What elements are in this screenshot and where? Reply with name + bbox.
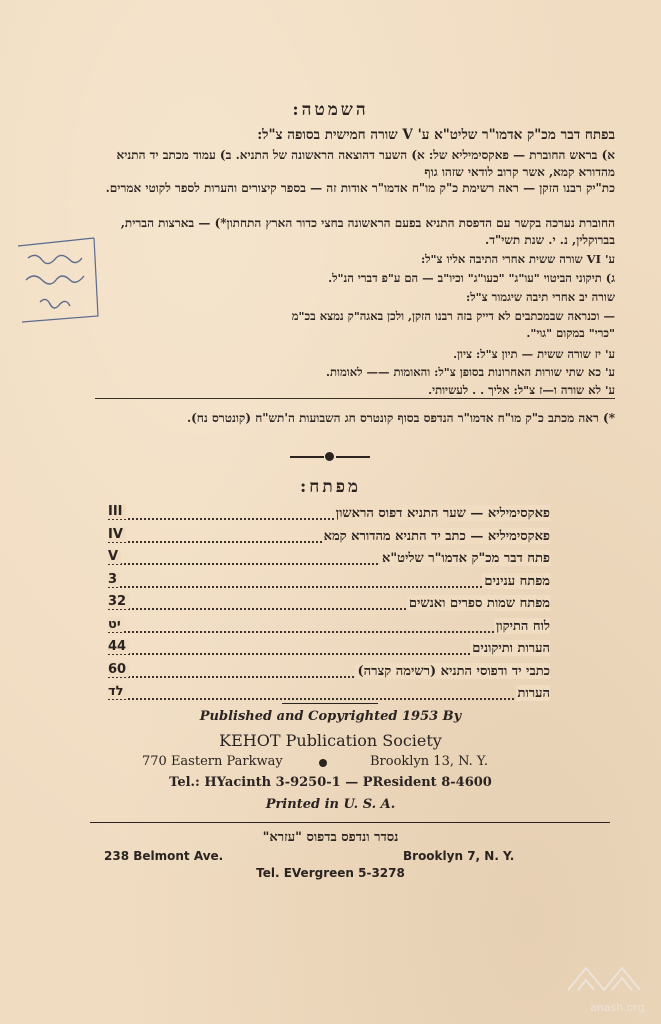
errata-note-l: ע' לא שורה ו—ז צ"ל: אליך . . לעשיותי. [428,383,615,397]
toc-page-number: 60 [108,662,129,677]
ornament-divider [290,452,370,462]
printer-street: 238 Belmont Ave. [104,849,224,863]
errata-intro: בפתח דבר מכ"ק אדמו"ר שליט"א ע' V שורה חמישית בסופה צ"ל: [257,127,615,143]
toc-page-number: 3 [108,572,120,587]
colophon-divider [282,703,378,704]
toc-entry-label: פתח דבר מכ"ק אדמו"ר שליט"א [382,551,550,566]
toc-row [108,503,550,526]
errata-item-b: כת"יק רבנו הזקן — ראה רשימת כ"ק מו"ח אדמו"ר אודות זה — בספר קיצורים והערות לספר לקוטי אמרים. [105,181,615,195]
toc-page-number: 32 [108,594,129,609]
toc-page-number: לד [108,684,127,699]
publisher-phone: Tel.: HYacinth 3-9250-1 — PResident 8-4600 [169,775,492,790]
toc-row [108,571,550,594]
toc-leader-dots [108,619,550,633]
printer-hebrew: נסדר ונדפס בדפוס "עזרא" [262,830,399,845]
toc-page-number: III [108,504,126,519]
publisher-city: Brooklyn 13, N. Y. [370,754,488,769]
toc-page-number: יט [108,617,124,632]
toc-row [108,616,550,639]
printed-in: Printed in U. S. A. [265,797,396,812]
footnote: *) ראה מכתב כ"ק מו"ח אדמו"ר הנדפס בסוף קונטרס חג השבועות ה'תש"ח (קונטרס נח). [186,411,615,425]
bullet-dot-icon [319,759,327,767]
toc-row [108,661,550,684]
toc-entry-label: לוח התיקון [495,618,550,634]
toc-title: מפתח: [299,477,362,497]
published-line: Published and Copyrighted 1953 By [199,709,462,724]
errata-note-kr2: "כרי" במקום "גוי". [526,326,615,340]
toc-row [108,593,550,616]
errata-note-g: ג) תיקוני הביטוי "עו"ג" "כעו"ג" וכיו"ב — הם ע"פ דברי הנ"ל. [328,271,615,285]
errata-item-a: א) בראש החוברת — פאקסימיליא של: א) השער דהוצאה הראשונה של התניא. ב) עמוד מכתב יד התניא מהדורא קמא, אשר קרוב לודאי שזהו גוף [116,148,615,179]
printer-divider [90,822,610,823]
table-of-contents [108,503,550,706]
toc-entry-label: מפתח שמות ספרים ואנשים [408,596,550,611]
toc-page-number: 44 [108,639,129,654]
toc-leader-dots [108,686,550,700]
toc-row [108,638,550,661]
toc-entry-label: הערות ותיקונים [472,641,550,656]
toc-entry-label: פאקסימיליא — שער התניא דפוס הראשון [335,506,550,521]
printer-city: Brooklyn 7, N. Y. [403,849,515,863]
toc-entry-label: הערות [517,686,550,701]
errata-title: השמטה: [292,100,369,120]
errata-note-kr: — וכנראה שבמכתבים לא דייק בזה רבנו הזקן, ולכן באגה"ק נמצא בכ"מ [291,309,615,323]
toc-page-number: IV [108,527,126,542]
toc-entry-label: פאקסימיליא — כתב יד התניא מהדורא קמא [323,528,550,544]
toc-row [108,526,550,549]
toc-row [108,548,550,571]
publisher-street: 770 Eastern Parkway [142,754,283,769]
errata-note-vi: ע' VI שורה ששית אחרי התיבה אליו צ"ל: [420,252,615,266]
toc-entry-label: כתבי יד ודפוסי התניא (רשימה קצרה) [357,663,550,679]
watermark-text: anash.org [590,1001,645,1014]
errata-note-yz: ע' יז שורה ששית — תיון צ"ל: ציון. [453,347,615,361]
errata-note-ka: ע' כא שתי שורות האחרונות בסופן צ"ל: והאומות —— לאומות. [325,365,615,379]
errata-quote: החוברת נערכה בקשר עם הדפסת התניא בפעם הראשונה בחצי כדור הארץ התחתון*) — בארצות הברית, בברוקלין, נ. י. שנת תשי"ד. [120,216,615,247]
printer-phone: Tel. EVergreen 5-3278 [256,866,405,880]
footnote-divider [95,398,615,399]
toc-page-number: V [108,549,121,564]
errata-note-yb: שורה יב אחרי תיבה שיגמור צ"ל: [466,290,615,304]
handwritten-note-icon [14,228,100,328]
publisher-name: KEHOT Publication Society [219,731,442,750]
toc-entry-label: מפתח ענינים [484,573,550,589]
